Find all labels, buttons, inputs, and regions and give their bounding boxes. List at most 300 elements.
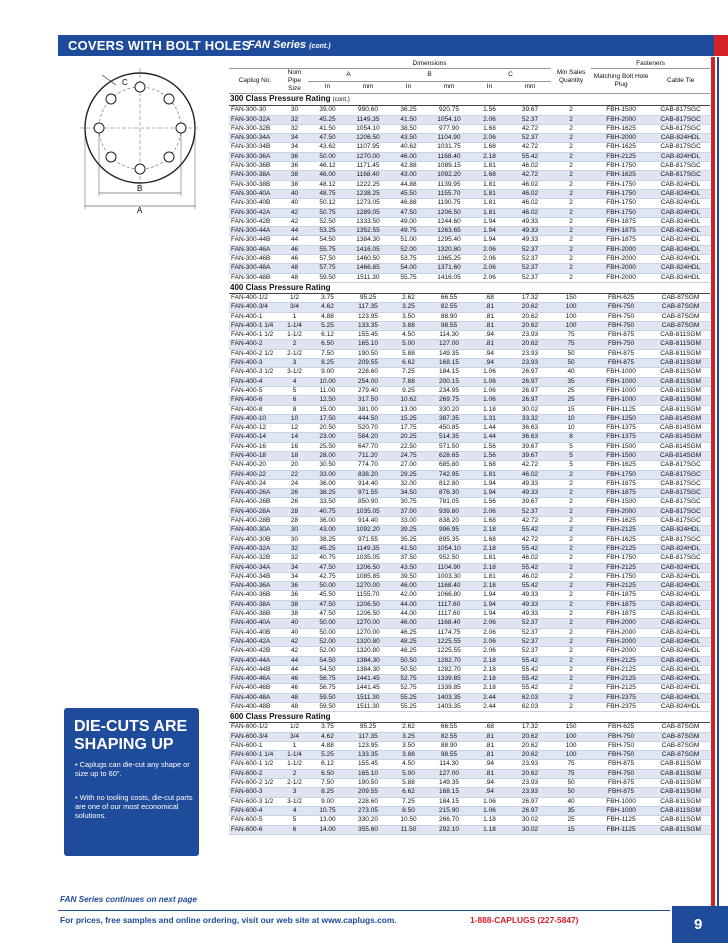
table-cell: 1441.45	[347, 675, 389, 684]
table-cell: 1.81	[470, 189, 509, 198]
table-row	[229, 751, 710, 760]
promo-title-line-1: DIE-CUTS ARE	[74, 718, 188, 735]
table-cell: 23.93	[509, 788, 551, 797]
table-cell: .81	[470, 751, 509, 760]
table-cell: 1.81	[470, 180, 509, 189]
table-cell: 4.62	[308, 732, 347, 741]
table-cell: FAN-300-38A	[229, 171, 281, 180]
table-cell: 2-1/2	[281, 349, 308, 358]
table-cell: FBH-750	[591, 321, 651, 330]
table-cell: FBH-1000	[591, 377, 651, 386]
table-cell: 1089.15	[428, 162, 470, 171]
table-cell: 279.40	[347, 386, 389, 395]
table-cell: 1.18	[470, 816, 509, 825]
table-cell: 155.45	[347, 760, 389, 769]
table-cell: 62.03	[509, 703, 551, 712]
footer-rule	[58, 910, 670, 911]
promo-title-line-2: SHAPING UP	[74, 736, 174, 753]
table-cell: 2	[551, 199, 591, 208]
table-cell: 269.75	[428, 396, 470, 405]
table-cell: .68	[470, 723, 509, 732]
table-cell: 46.25	[389, 628, 428, 637]
table-cell: 20.25	[389, 433, 428, 442]
table-cell: FAN-400-28A	[229, 507, 281, 516]
table-cell: 387.35	[428, 414, 470, 423]
table-cell: 1371.60	[428, 264, 470, 273]
table-cell: CAB-814SGM	[651, 414, 710, 423]
table-cell: 10.75	[308, 806, 347, 815]
table-row	[229, 647, 710, 656]
table-cell: 42.75	[308, 572, 347, 581]
table-cell: 46.00	[389, 582, 428, 591]
table-row	[229, 693, 710, 702]
table-cell: 2	[551, 526, 591, 535]
table-cell: 22.50	[389, 442, 428, 451]
table-cell: 42.00	[389, 591, 428, 600]
table-cell: 1.06	[470, 368, 509, 377]
bolt-hole	[164, 152, 174, 162]
table-cell: FAN-400-12	[229, 424, 281, 433]
table-cell: 95.25	[347, 293, 389, 302]
table-cell: 1-1/2	[281, 331, 308, 340]
table-cell: 9.25	[389, 386, 428, 395]
dimension-c-label: C	[122, 78, 128, 87]
table-cell: 49.75	[389, 227, 428, 236]
table-cell: 33.00	[389, 517, 428, 526]
table-row	[229, 498, 710, 507]
table-cell: 46.00	[308, 171, 347, 180]
table-cell: 49.33	[509, 489, 551, 498]
table-cell: 46.02	[509, 208, 551, 217]
table-row	[229, 628, 710, 637]
table-cell: FBH-875	[591, 359, 651, 368]
table-cell: CAB-824HDL	[651, 693, 710, 702]
table-cell: 9.00	[308, 368, 347, 377]
table-cell: 50	[551, 359, 591, 368]
table-cell: FAN-600-4	[229, 806, 281, 815]
table-cell: 234.95	[428, 386, 470, 395]
table-cell: 123.95	[347, 741, 389, 750]
series-suffix: (cont.)	[309, 43, 331, 50]
table-cell: 2	[551, 554, 591, 563]
table-cell: 1104.90	[428, 134, 470, 143]
table-cell: 36.00	[308, 479, 347, 488]
table-cell: 26.97	[509, 797, 551, 806]
table-cell: FBH-1500	[591, 442, 651, 451]
table-cell: 450.85	[428, 424, 470, 433]
table-cell: 55.75	[389, 273, 428, 282]
table-cell: 117.35	[347, 303, 389, 312]
table-cell: 1.06	[470, 806, 509, 815]
table-cell: 38	[281, 610, 308, 619]
table-cell: 42.88	[389, 162, 428, 171]
table-cell: CAB-824HDL	[651, 572, 710, 581]
table-cell: 35	[551, 377, 591, 386]
table-cell: 914.40	[347, 479, 389, 488]
table-cell: 838.20	[347, 470, 389, 479]
table-cell: 1.94	[470, 479, 509, 488]
table-cell: 10	[281, 414, 308, 423]
table-cell: 17.32	[509, 723, 551, 732]
table-cell: 50.12	[308, 199, 347, 208]
table-cell: FAN-400-34A	[229, 563, 281, 572]
table-cell: 54.50	[308, 656, 347, 665]
table-cell: 35	[551, 806, 591, 815]
table-cell: CAB-824HDL	[651, 610, 710, 619]
table-row	[229, 199, 710, 208]
table-cell: 4.50	[389, 331, 428, 340]
table-cell: 36	[281, 162, 308, 171]
table-cell: 57.50	[308, 255, 347, 264]
table-cell: FBH-2000	[591, 637, 651, 646]
table-cell: 75	[551, 760, 591, 769]
table-cell: 1085.85	[347, 572, 389, 581]
table-cell: 36.25	[389, 106, 428, 115]
table-cell: 1.68	[470, 517, 509, 526]
table-cell: 42.72	[509, 171, 551, 180]
table-cell: 46	[281, 245, 308, 254]
table-cell: 39.67	[509, 451, 551, 460]
table-cell: FAN-400-38B	[229, 610, 281, 619]
table-cell: CAB-87SGM	[651, 312, 710, 321]
table-cell: FAN-600-1 1/2	[229, 760, 281, 769]
table-cell: 584.20	[347, 433, 389, 442]
table-cell: 49.33	[509, 610, 551, 619]
table-cell: 39.25	[389, 526, 428, 535]
table-row	[229, 535, 710, 544]
table-cell: 2	[551, 619, 591, 628]
table-cell: 40	[281, 199, 308, 208]
table-cell: 43.62	[308, 143, 347, 152]
table-cell: 330.20	[428, 405, 470, 414]
table-cell: 6.50	[308, 340, 347, 349]
table-cell: 27.00	[389, 461, 428, 470]
table-cell: 42.72	[509, 461, 551, 470]
table-cell: 1174.75	[428, 628, 470, 637]
table-cell: 273.05	[347, 806, 389, 815]
table-cell: 1003.30	[428, 572, 470, 581]
table-cell: 1168.40	[428, 582, 470, 591]
table-cell: 44	[281, 665, 308, 674]
table-cell: 3	[281, 359, 308, 368]
table-cell: CAB-817SGC	[651, 535, 710, 544]
table-cell: 2	[551, 479, 591, 488]
table-row	[229, 124, 710, 133]
table-cell: 10.62	[389, 396, 428, 405]
table-cell: 1282.70	[428, 665, 470, 674]
table-cell: CAB-817SGC	[651, 479, 710, 488]
table-cell: 123.95	[347, 312, 389, 321]
table-cell: 168.15	[428, 788, 470, 797]
table-cell: 2	[551, 693, 591, 702]
table-cell: 50	[551, 349, 591, 358]
table-cell: 20.62	[509, 751, 551, 760]
table-cell: 114.30	[428, 760, 470, 769]
table-cell: FAN-600-3 1/2	[229, 797, 281, 806]
table-cell: 55.25	[389, 703, 428, 712]
table-row	[229, 180, 710, 189]
table-row	[229, 619, 710, 628]
table-cell: .94	[470, 788, 509, 797]
table-cell: 165.10	[347, 340, 389, 349]
table-cell: CAB-824HDL	[651, 264, 710, 273]
table-cell: FBH-1625	[591, 535, 651, 544]
table-cell: 4.88	[308, 312, 347, 321]
table-cell: CAB-87SGM	[651, 293, 710, 302]
table-cell: 38.50	[389, 124, 428, 133]
table-cell: 2	[551, 489, 591, 498]
series-name: FAN Series	[248, 39, 307, 51]
table-cell: 95.25	[347, 723, 389, 732]
table-row	[229, 591, 710, 600]
table-cell: 46.02	[509, 572, 551, 581]
header-matching-bolt: Matching Bolt Hole Plug	[591, 69, 651, 94]
table-cell: 13.00	[389, 405, 428, 414]
table-cell: 628.65	[428, 451, 470, 460]
table-cell: 876.30	[428, 489, 470, 498]
table-cell: FBH-1750	[591, 572, 651, 581]
table-cell: 44.88	[389, 180, 428, 189]
table-cell: FBH-1375	[591, 424, 651, 433]
table-cell: FAN-600-6	[229, 825, 281, 834]
table-cell: FAN-400-42A	[229, 637, 281, 646]
table-cell: 1263.65	[428, 227, 470, 236]
dimension-b-label: B	[137, 184, 143, 193]
table-cell: .81	[470, 769, 509, 778]
table-cell: 36	[281, 582, 308, 591]
table-cell: 59.50	[308, 693, 347, 702]
table-cell: CAB-814SGM	[651, 442, 710, 451]
table-cell: CAB-87SGM	[651, 751, 710, 760]
table-cell: 36	[281, 591, 308, 600]
table-cell: CAB-824HDL	[651, 656, 710, 665]
table-cell: 1149.35	[347, 544, 389, 553]
table-cell: .81	[470, 732, 509, 741]
header-row-1	[229, 60, 710, 69]
table-cell: CAB-817SGC	[651, 124, 710, 133]
table-cell: 38	[281, 171, 308, 180]
header-caplug-no: Caplug No.	[229, 69, 281, 94]
table-cell: 952.50	[428, 554, 470, 563]
table-cell: 43.50	[389, 563, 428, 572]
table-cell: 55.42	[509, 152, 551, 161]
table-cell: 5.88	[389, 349, 428, 358]
table-cell: 50	[551, 779, 591, 788]
table-cell: 150	[551, 293, 591, 302]
table-cell: FBH-2125	[591, 152, 651, 161]
table-cell: 2	[551, 470, 591, 479]
table-cell: 1168.40	[428, 619, 470, 628]
table-cell: CAB-817SGC	[651, 115, 710, 124]
table-cell: CAB-817SGC	[651, 143, 710, 152]
table-cell: 26.97	[509, 806, 551, 815]
table-cell: FBH-1125	[591, 405, 651, 414]
table-cell: 43.50	[389, 134, 428, 143]
table-cell: 190.50	[347, 349, 389, 358]
table-cell: 1384.30	[347, 665, 389, 674]
table-cell: 711.20	[347, 451, 389, 460]
table-cell: 1206.50	[347, 134, 389, 143]
table-cell: FBH-750	[591, 303, 651, 312]
table-row	[229, 349, 710, 358]
table-cell: 30.02	[509, 405, 551, 414]
table-cell: 1.94	[470, 227, 509, 236]
table-row	[229, 293, 710, 302]
table-cell: 52.37	[509, 134, 551, 143]
table-cell: 48	[281, 273, 308, 282]
table-cell: 444.50	[347, 414, 389, 423]
table-cell: .81	[470, 312, 509, 321]
table-cell: FBH-1750	[591, 180, 651, 189]
table-cell: 209.55	[347, 359, 389, 368]
table-cell: FBH-750	[591, 312, 651, 321]
table-cell: 100	[551, 751, 591, 760]
table-cell: 42	[281, 647, 308, 656]
table-cell: 24.75	[389, 451, 428, 460]
table-row	[229, 816, 710, 825]
table-cell: 6.50	[308, 769, 347, 778]
table-cell: FAN-400-4	[229, 377, 281, 386]
table-cell: FAN-400-8	[229, 405, 281, 414]
footer-website-text: For prices, free samples and online ordering, visit our web site at www.caplugs.com.	[60, 915, 397, 925]
table-cell: 2.06	[470, 507, 509, 516]
table-cell: 51.00	[389, 236, 428, 245]
table-cell: FBH-2000	[591, 647, 651, 656]
table-cell: .94	[470, 331, 509, 340]
section-header-row	[229, 94, 710, 106]
table-cell: FBH-2375	[591, 693, 651, 702]
table-cell: FAN-400-36A	[229, 582, 281, 591]
table-cell: 34.50	[389, 489, 428, 498]
table-cell: 49.00	[389, 217, 428, 226]
table-cell: 57.75	[308, 264, 347, 273]
table-cell: 133.35	[347, 321, 389, 330]
table-cell: 5	[551, 461, 591, 470]
table-cell: 59.50	[308, 703, 347, 712]
table-cell: 5.88	[389, 779, 428, 788]
table-row	[229, 732, 710, 741]
table-cell: 49.33	[509, 217, 551, 226]
table-cell: CAB-824HDL	[651, 647, 710, 656]
table-cell: 2.18	[470, 526, 509, 535]
table-cell: 28.00	[308, 451, 347, 460]
table-cell: 44	[281, 656, 308, 665]
table-cell: 3-1/2	[281, 368, 308, 377]
table-cell: 330.20	[347, 816, 389, 825]
table-cell: 48.25	[389, 647, 428, 656]
table-cell: 1441.45	[347, 684, 389, 693]
table-cell: 6	[281, 825, 308, 834]
table-cell: 1168.40	[428, 152, 470, 161]
table-cell: 50.00	[308, 619, 347, 628]
table-cell: 14.00	[308, 825, 347, 834]
table-cell: 812.80	[428, 479, 470, 488]
table-cell: 1365.25	[428, 255, 470, 264]
table-cell: CAB-817SGC	[651, 162, 710, 171]
table-cell: 16	[281, 442, 308, 451]
table-cell: 46.88	[389, 199, 428, 208]
table-cell: 52.37	[509, 264, 551, 273]
table-cell: 5.00	[389, 340, 428, 349]
table-cell: FAN-300-46A	[229, 245, 281, 254]
table-cell: CAB-824HDL	[651, 245, 710, 254]
table-cell: FAN-400-1	[229, 312, 281, 321]
table-cell: CAB-824HDL	[651, 208, 710, 217]
table-cell: 49.33	[509, 479, 551, 488]
table-cell: 1155.70	[428, 189, 470, 198]
table-cell: 40	[281, 628, 308, 637]
bolt-hole	[94, 123, 104, 133]
table-cell: 2	[551, 563, 591, 572]
table-cell: 381.00	[347, 405, 389, 414]
table-cell: 32	[281, 115, 308, 124]
table-cell: 1403.35	[428, 693, 470, 702]
table-row	[229, 312, 710, 321]
table-cell: 228.60	[347, 368, 389, 377]
table-cell: 1511.30	[347, 693, 389, 702]
table-cell: 1273.05	[347, 199, 389, 208]
table-cell: 133.35	[347, 751, 389, 760]
table-cell: 149.35	[428, 779, 470, 788]
table-cell: CAB-87SGM	[651, 741, 710, 750]
table-cell: 100	[551, 741, 591, 750]
table-cell: 1295.40	[428, 236, 470, 245]
table-cell: 1155.70	[347, 591, 389, 600]
table-cell: 49.33	[509, 227, 551, 236]
table-cell: 50.50	[389, 665, 428, 674]
table-cell: 2	[551, 647, 591, 656]
table-cell: 685.80	[428, 461, 470, 470]
table-cell: FAN-400-3/4	[229, 303, 281, 312]
table-cell: 47.50	[308, 134, 347, 143]
table-cell: CAB-824HDL	[651, 227, 710, 236]
table-cell: 28	[281, 517, 308, 526]
table-cell: 215.90	[428, 806, 470, 815]
table-cell: 2.06	[470, 637, 509, 646]
table-cell: 6	[281, 396, 308, 405]
table-cell: 2	[551, 264, 591, 273]
table-cell: 3/4	[281, 303, 308, 312]
table-cell: 1333.50	[347, 217, 389, 226]
table-row	[229, 675, 710, 684]
table-cell: 75	[551, 340, 591, 349]
table-row	[229, 637, 710, 646]
table-cell: 45.25	[308, 115, 347, 124]
table-cell: 1	[281, 741, 308, 750]
table-cell: 742.95	[428, 470, 470, 479]
table-cell: CAB-817SGC	[651, 517, 710, 526]
table-row	[229, 340, 710, 349]
table-cell: 20.62	[509, 312, 551, 321]
table-cell: 1238.25	[347, 189, 389, 198]
table-cell: FAN-300-48A	[229, 264, 281, 273]
table-cell: 1.81	[470, 470, 509, 479]
table-cell: 1.56	[470, 106, 509, 115]
table-cell: 7.25	[389, 797, 428, 806]
table-cell: 1.06	[470, 396, 509, 405]
table-cell: 12.50	[308, 396, 347, 405]
table-cell: CAB-824HDL	[651, 152, 710, 161]
table-cell: 2	[281, 769, 308, 778]
table-cell: 209.55	[347, 788, 389, 797]
table-cell: 1.81	[470, 208, 509, 217]
section-title	[229, 94, 710, 106]
table-cell: 48	[281, 264, 308, 273]
table-cell: CAB-87SGM	[651, 732, 710, 741]
table-row	[229, 582, 710, 591]
table-row	[229, 442, 710, 451]
table-row	[229, 451, 710, 460]
